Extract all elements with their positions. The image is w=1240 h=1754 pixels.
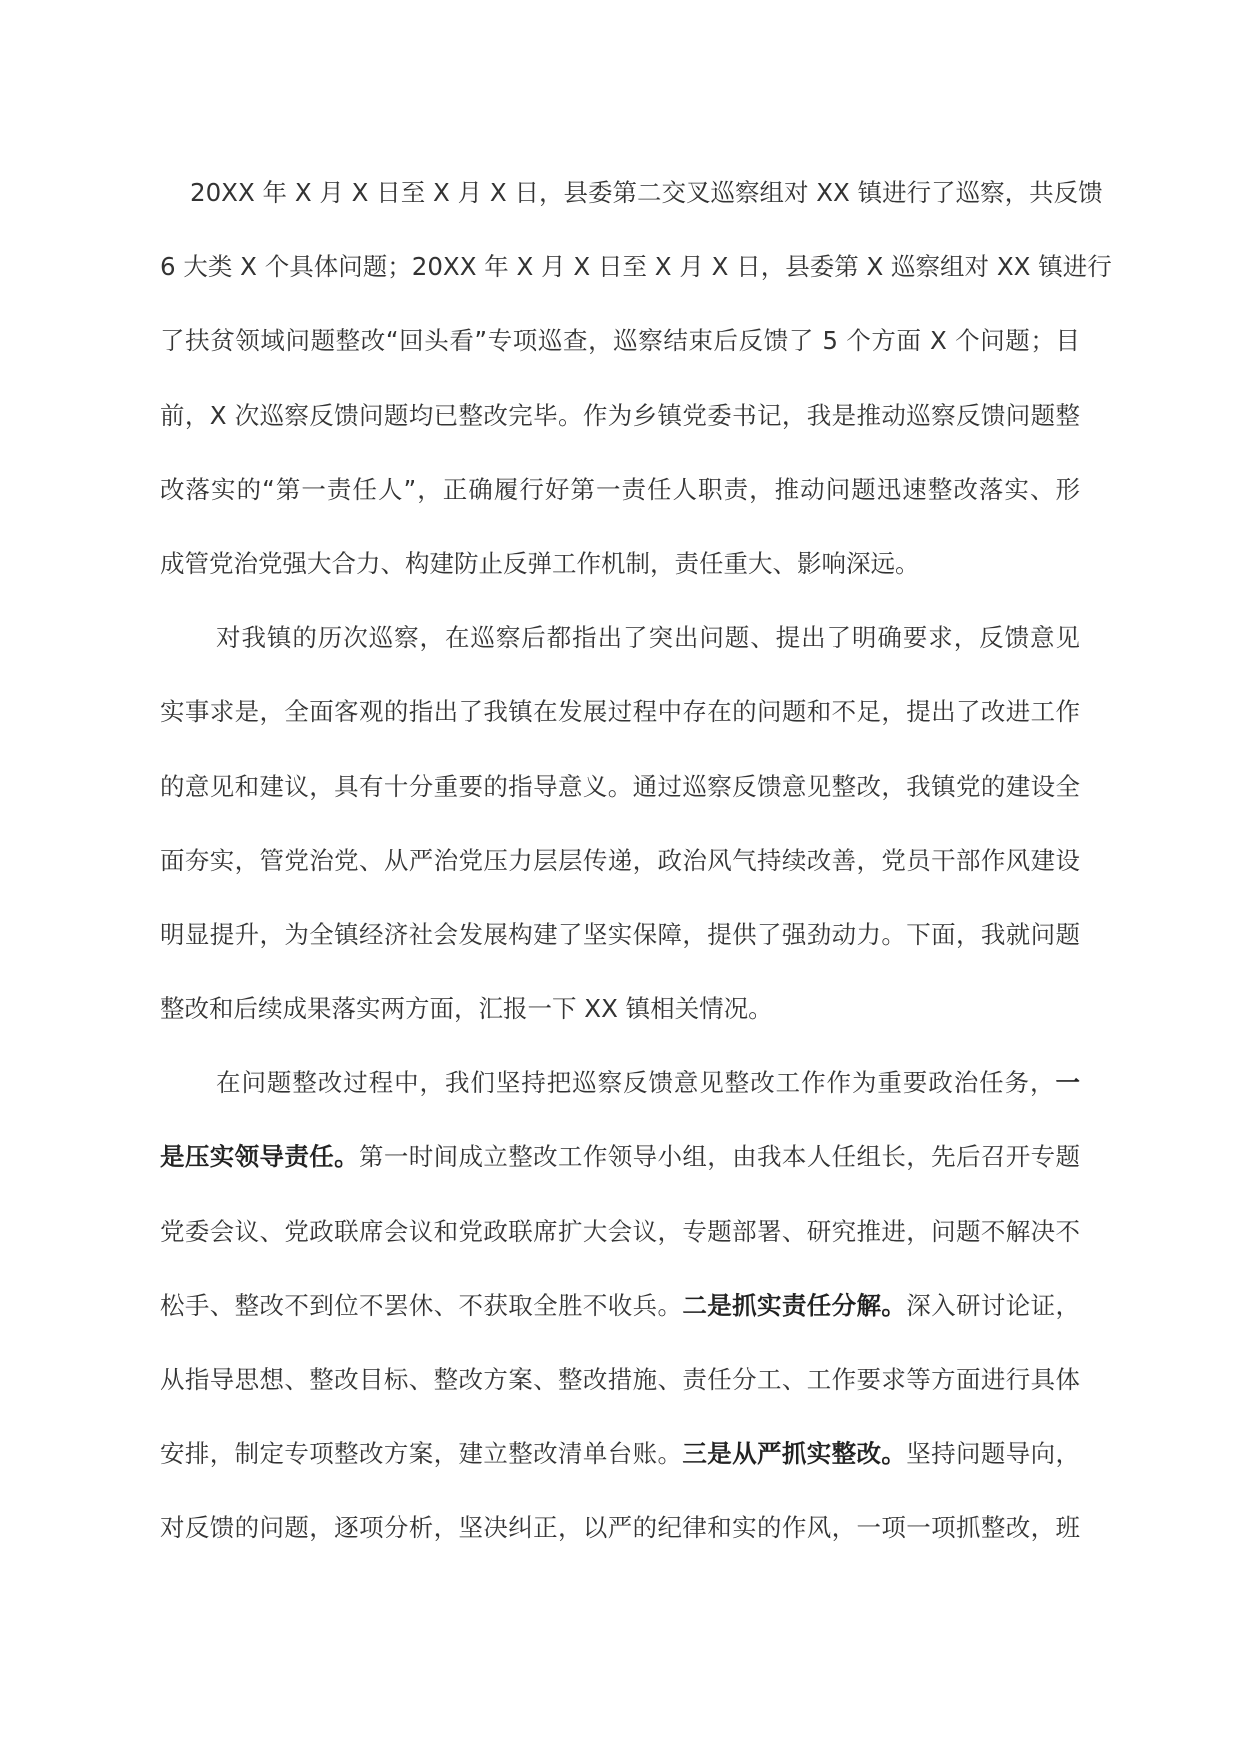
paragraph-2 bbox=[160, 607, 1080, 1052]
paragraph-2-line-5: 明显提升，为全镇经济社会发展构建了坚实保障，提供了强劲动力。下面，我就问题 bbox=[160, 919, 1080, 949]
paragraph-3-line-6-text: 安排，制定专项整改方案，建立整改清单台账。 bbox=[160, 1439, 683, 1469]
paragraph-3-line-5 bbox=[160, 1349, 1080, 1423]
paragraph-3-line-7-text: 对反馈的问题，逐项分析，坚决纠正，以严的纪律和实的作风，一项一项抓整改，班 bbox=[160, 1513, 1080, 1543]
paragraph-3-line-3-text: 党委会议、党政联席会议和党政联席扩大会议，专题部署、研究推进，问题不解决不 bbox=[160, 1216, 1080, 1246]
paragraph-3-line-4-tail: 深入研讨论证， bbox=[906, 1290, 1080, 1320]
paragraph-3-line-6-tail: 坚持问题导向， bbox=[906, 1439, 1080, 1469]
paragraph-1-line-1: 20XX 年 X 月 X 日至 X 月 X 日，县委第二交叉巡察组对 XX 镇进行了巡察，共反馈 bbox=[190, 178, 1103, 207]
paragraph-1-line-5: 改落实的“第一责任人”，正确履行好第一责任人职责，推动问题迅速整改落实、形 bbox=[160, 474, 1080, 504]
paragraph-3-line-4-text: 松手、整改不到位不罢休、不获取全胜不收兵。 bbox=[160, 1290, 683, 1320]
paragraph-3-line-2 bbox=[160, 1126, 1080, 1200]
paragraph-2-line-4: 面夯实，管党治党、从严治党压力层层传递，政治风气持续改善，党员干部作风建设 bbox=[160, 845, 1080, 875]
document-body bbox=[160, 162, 1112, 1572]
paragraph-1 bbox=[160, 162, 1112, 607]
paragraph-3-line-6-bold: 三是从严抓实整改。 bbox=[682, 1439, 907, 1469]
paragraph-2-line-2: 实事求是，全面客观的指出了我镇在发展过程中存在的问题和不足，提出了改进工作 bbox=[160, 697, 1080, 727]
paragraph-1-line-4: 前，X 次巡察反馈问题均已整改完毕。作为乡镇党委书记，我是推动巡察反馈问题整 bbox=[160, 400, 1080, 430]
paragraph-1-line-6: 成管党治党强大合力、构建防止反弹工作机制，责任重大、影响深远。 bbox=[160, 548, 920, 578]
paragraph-3-line-7 bbox=[160, 1497, 1080, 1571]
paragraph-3-line-3 bbox=[160, 1201, 1080, 1275]
paragraph-3-line-6 bbox=[160, 1423, 1080, 1497]
paragraph-1-line-3: 了扶贫领域问题整改“回头看”专项巡查，巡察结束后反馈了 5 个方面 X 个问题；目 bbox=[160, 326, 1080, 356]
paragraph-3-line-1-text: 在问题整改过程中，我们坚持把巡察反馈意见整改工作作为重要政治任务， bbox=[216, 1068, 1056, 1098]
paragraph-3-line-5-text: 从指导思想、整改目标、整改方案、整改措施、责任分工、工作要求等方面进行具体 bbox=[160, 1365, 1080, 1394]
paragraph-2-line-1: 对我镇的历次巡察，在巡察后都指出了突出问题、提出了明确要求，反馈意见 bbox=[216, 623, 1080, 653]
paragraph-2-line-3: 的意见和建议，具有十分重要的指导意义。通过巡察反馈意见整改，我镇党的建设全 bbox=[160, 771, 1080, 801]
paragraph-3-line-2-text: 第一时间成立整改工作领导小组，由我本人任组长，先后召开专题 bbox=[359, 1142, 1080, 1172]
paragraph-3 bbox=[160, 1052, 1080, 1571]
paragraph-3-line-4 bbox=[160, 1275, 1080, 1349]
paragraph-3-line-1 bbox=[160, 1052, 1080, 1126]
paragraph-1-line-2: 6 大类 X 个具体问题；20XX 年 X 月 X 日至 X 月 X 日，县委第 X 巡察组对 XX 镇进行 bbox=[160, 252, 1112, 282]
paragraph-3-line-2-bold: 是压实领导责任。 bbox=[160, 1142, 359, 1172]
paragraph-2-line-6: 整改和后续成果落实两方面，汇报一下 XX 镇相关情况。 bbox=[160, 994, 773, 1024]
paragraph-3-line-4-bold: 二是抓实责任分解。 bbox=[682, 1290, 907, 1320]
paragraph-3-line-1-bold: 一 bbox=[1055, 1068, 1080, 1098]
